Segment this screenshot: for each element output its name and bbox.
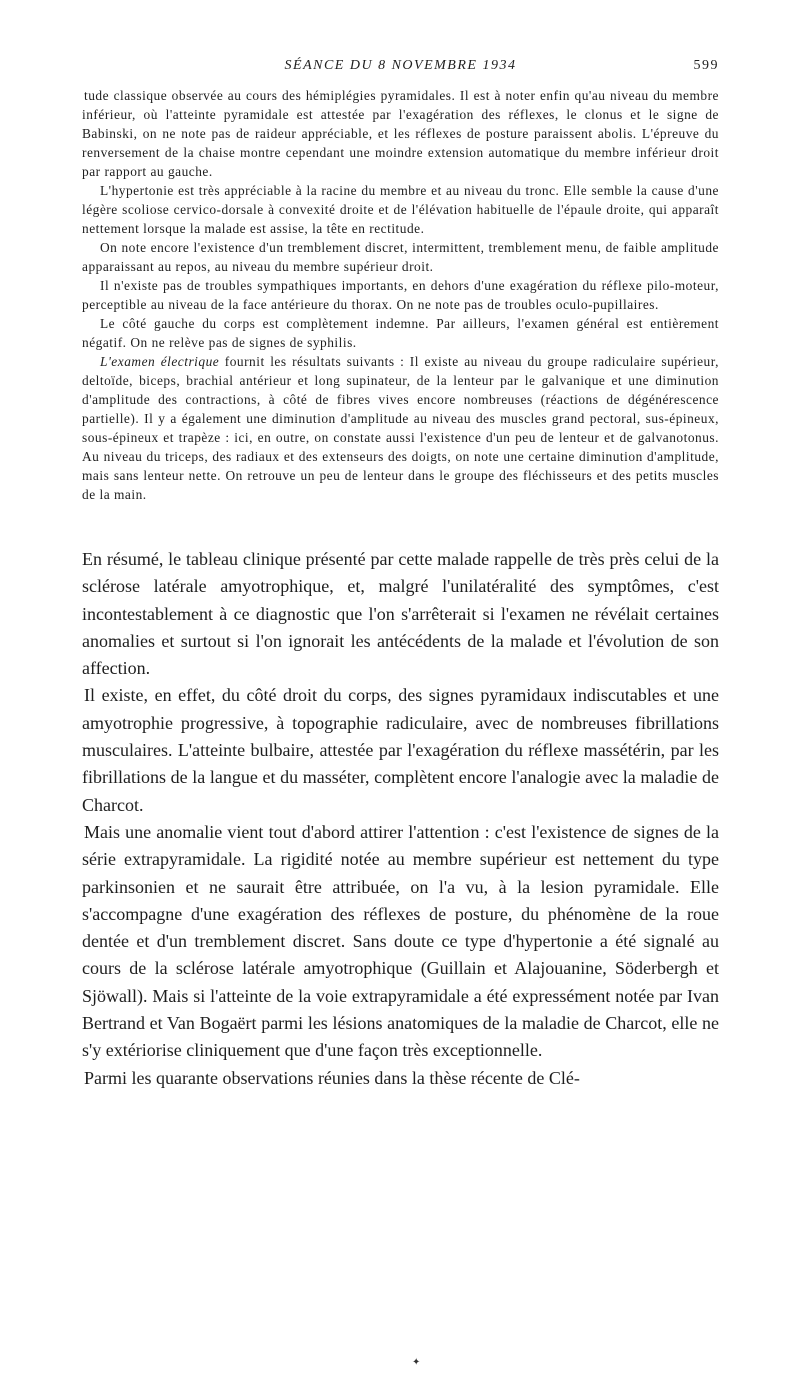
paragraph-pyramidal-signs: Il existe, en effet, du côté droit du corps, des signes pyramidaux indiscutables et une amyotrophie progressive, à topographie radiculaire, avec de nombreuses fibrillations musculaires. L'atteinte bulbaire, attestée par l'exagération du réflexe massétérin, par les fibrillations de la langue et du masséter, complètent encore l'analogie avec la maladie de Charcot.	[82, 685, 719, 815]
clinical-notes-section	[82, 86, 719, 504]
paragraph-electric-exam	[82, 352, 719, 504]
paragraph-extrapyramidal: Mais une anomalie vient tout d'abord attirer l'attention : c'est l'existence de signes de la série extrapyramidale. La rigidité notée au membre supérieur est nettement du type parkinsonien et ne saurait être attribuée, on l'a vu, à la lesion pyramidale. Elle s'accompagne d'une exagération des réflexes de posture, du phénomène de la roue dentée et d'un tremblement discret. Sans doute ce type d'hypertonie a été signalé au cours de la sclérose latérale amyotrophique (Guillain et Alajouanine, Söderbergh et Sjöwall). Mais si l'atteinte de la voie extrapyramidale a été expressément notée par Ivan Bertrand et Van Bogaërt parmi les lésions anatomiques de la maladie de Charcot, elle ne s'y extériorise cliniquement que d'une façon très exceptionnelle.	[82, 821, 719, 1061]
summary-section	[82, 546, 719, 1092]
paragraph-hypertonia: L'hypertonie est très appréciable à la racine du membre et au niveau du tronc. Elle semble la cause d'une légère scoliose cervico-dorsale à convexité droite et de l'élévation habituelle de l'épaule droite, qui apparaît nettement lorsque la malade est assise, la tête en rectitude.	[82, 183, 719, 236]
paragraph-tremor: On note encore l'existence d'un tremblement discret, intermittent, tremblement menu, de faible amplitude apparaissant au repos, au niveau du membre supérieur droit.	[82, 240, 719, 274]
electric-exam-text: fournit les résultats suivants : Il existe au niveau du groupe radiculaire supérieur, deltoïde, biceps, brachial antérieur et long supinateur, de la lenteur par le galvanique et une diminution d'amplitude des contractions, à côté de fibres vives encore nombreuses (réactions de dégénérescence partielle). Il y a également une diminution d'amplitude au niveau des muscles grand pectoral, sus-épineux, sous-épineux et trapèze : ici, en outre, on constate aussi l'existence d'un peu de lenteur et de galvanotonus. Au niveau du triceps, des radiaux et des extenseurs des doigts, on note une certaine diminution d'amplitude, mais sans lenteur nette. On retrouve un peu de lenteur dans le groupe des fléchisseurs et des petits muscles de la main.	[82, 354, 719, 502]
paragraph-posture: tude classique observée au cours des hémiplégies pyramidales. Il est à noter enfin qu'au niveau du membre inférieur, où l'atteinte pyramidale est attestée par l'exagération des réflexes, le clonus et le signe de Babinski, on ne note pas de raideur appréciable, et les réflexes de posture paraissent abolis. L'épreuve du renversement de la chaise montre cependant une moindre extension automatique du membre inférieur droit par rapport au gauche.	[82, 88, 719, 179]
printer-ornament-mark: ✦	[412, 1357, 421, 1368]
paragraph-observations: Parmi les quarante observations réunies dans la thèse récente de Clé-	[84, 1067, 580, 1088]
paragraph-sympathetic: Il n'existe pas de troubles sympathiques importants, en dehors d'une exagération du réflexe pilo-moteur, perceptible au niveau de la face antérieure du thorax. On ne note pas de troubles oculo-pupillaires.	[82, 278, 719, 312]
page-number: 599	[693, 58, 719, 73]
document-page	[82, 0, 719, 1092]
header-title: SÉANCE DU 8 NOVEMBRE 1934	[284, 58, 517, 73]
electric-exam-lead: L'examen électrique	[100, 354, 220, 369]
paragraph-summary: En résumé, le tableau clinique présenté par cette malade rappelle de très près celui de la sclérose latérale amyotrophique, et, malgré l'unilatéralité des symptômes, c'est incontestablement à ce diagnostic que l'on s'arrêterait si l'examen ne révélait certaines anomalies et surtout si l'on ignorait les antécédents de la malade et l'évolution de son affection.	[82, 549, 719, 679]
paragraph-left-side: Le côté gauche du corps est complètement indemne. Par ailleurs, l'examen général est entièrement négatif. On ne relève pas de signes de syphilis.	[82, 316, 719, 350]
running-header	[82, 58, 719, 80]
